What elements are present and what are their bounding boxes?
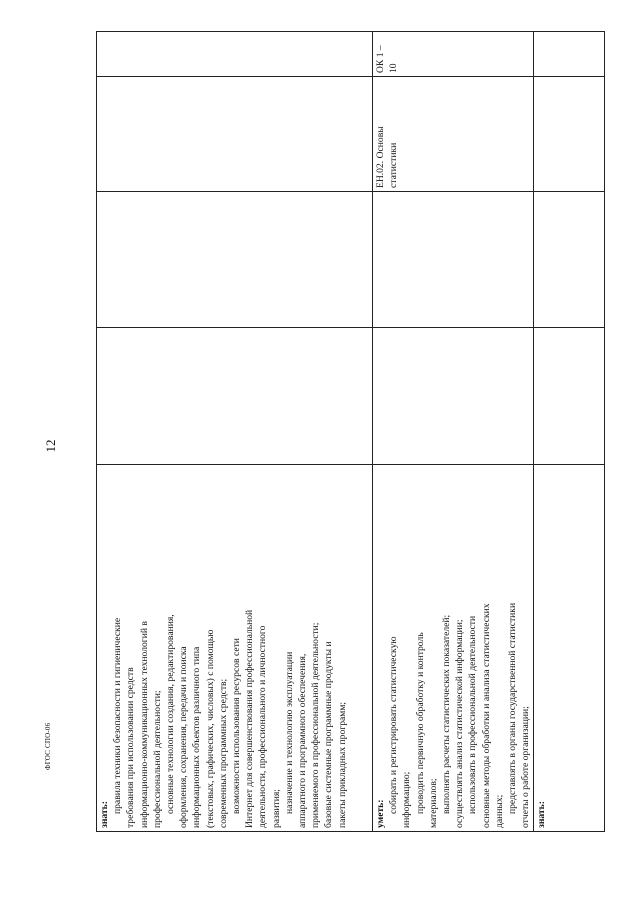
hours-max-cell xyxy=(373,328,534,465)
page-number: 12 xyxy=(43,439,58,453)
requirement-line: собирать и регистрировать статистическую xyxy=(388,636,400,814)
requirement-line: основные технологии создания, редактирования, xyxy=(165,614,177,814)
hours-class-cell xyxy=(534,192,605,328)
requirements-cell xyxy=(373,465,534,832)
table-row xyxy=(373,32,534,832)
requirement-line: информационно-коммуникационных технологий в xyxy=(138,621,150,828)
requirement-line: информацию; xyxy=(401,771,413,828)
requirement-line: назначение и технологию эксплуатации xyxy=(283,651,295,814)
subject-cell xyxy=(97,77,373,192)
requirement-line: отчеты о работе организации; xyxy=(520,706,532,828)
section-label: знать: xyxy=(99,801,110,828)
requirement-line: осуществлять анализ статистической информации; xyxy=(454,619,466,828)
subject-cell xyxy=(534,77,605,192)
table-row xyxy=(534,32,605,832)
requirement-line: пакеты прикладных программ; xyxy=(336,701,348,828)
requirement-line: использовать в профессиональной деятельности xyxy=(467,615,479,814)
subject-cell: ЕН.02. Основы статистики xyxy=(373,77,534,192)
competence-cell xyxy=(534,32,605,77)
requirement-line: аппаратного и программного обеспечения, xyxy=(297,653,309,828)
requirements-cell xyxy=(97,465,373,832)
hours-max-cell xyxy=(97,328,373,465)
requirement-line: материалов; xyxy=(427,778,439,828)
requirement-line: правила техники безопасности и гигиенические xyxy=(112,617,124,814)
hours-max-cell xyxy=(534,328,605,465)
requirement-line: представлять в органы государственной статистики xyxy=(507,602,519,814)
competence-cell: ОК 1 – 10 xyxy=(373,32,534,77)
requirement-line: (текстовых, графических, числовых) с помощью xyxy=(204,629,216,828)
rotated-table-container xyxy=(96,32,580,832)
requirement-line: Интернет для совершенствования профессиональной xyxy=(244,609,256,828)
section-label: знать: xyxy=(536,801,548,828)
requirement-line: данных; xyxy=(493,794,505,828)
requirement-line: базовые системные программные продукты и xyxy=(323,641,335,828)
requirement-line: применяемого в профессиональной деятельности; xyxy=(310,622,322,828)
requirements-cell xyxy=(534,465,605,832)
table-row xyxy=(97,32,373,832)
competence-cell xyxy=(97,32,373,77)
requirement-line: деятельности, профессионального и личностного xyxy=(257,625,269,828)
requirement-line: выполнять расчеты статистических показателей; xyxy=(441,614,453,814)
competency-table xyxy=(96,31,605,832)
requirement-line: современных программных средств; xyxy=(217,678,229,828)
requirement-line: профессиональной деятельности; xyxy=(151,690,163,828)
requirement-line: возможности использования ресурсов сети xyxy=(231,638,243,814)
hours-class-cell xyxy=(373,192,534,328)
requirement-line: информационных объектов различного типа xyxy=(191,646,203,828)
requirement-line: развития; xyxy=(270,789,282,828)
requirement-line: проводить первичную обработку и контроль xyxy=(414,632,426,814)
section-label: уметь: xyxy=(375,799,386,828)
requirement-line: основные методы обработки и анализа статистических xyxy=(480,603,492,828)
requirement-line: оформления, сохранения, передачи и поиска xyxy=(178,646,190,828)
footer-code: ФГОС СПО-06 xyxy=(44,722,52,770)
hours-class-cell xyxy=(97,192,373,328)
requirement-line: требования при использовании средств xyxy=(125,667,137,828)
